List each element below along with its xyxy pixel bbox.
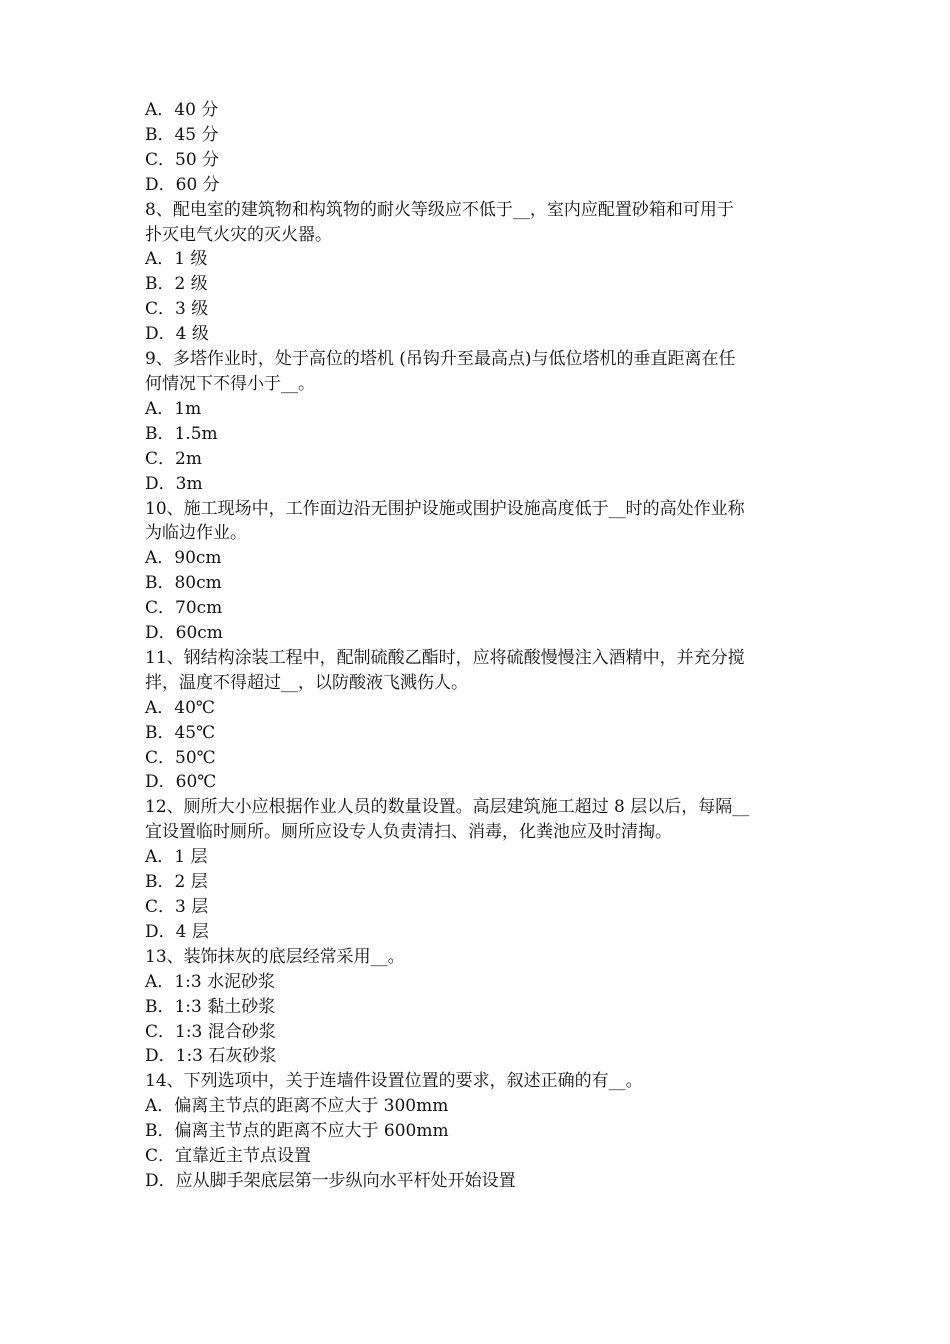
- option-line: C．2m: [145, 448, 202, 469]
- option-line: B．80cm: [145, 573, 222, 594]
- question-8-line-2: 扑灭电气火灾的灭火器。: [145, 224, 332, 245]
- option-line: A．40 分: [145, 100, 219, 120]
- option-line: D．应从脚手架底层第一步纵向水平杆处开始设置: [145, 1170, 516, 1191]
- question-12-line-1: 12、厕所大小应根据作业人员的数量设置。高层建筑施工超过 8 层以后，每隔__: [145, 797, 750, 818]
- question-14-line-1: 14、下列选项中，关于连墙件设置位置的要求，叙述正确的有__。: [145, 1071, 643, 1092]
- option-line: D．60cm: [145, 623, 223, 644]
- option-line: B．45 分: [145, 124, 219, 145]
- question-8-line-1: 8、配电室的建筑物和构筑物的耐火等级应不低于__，室内应配置砂箱和可用于: [145, 199, 734, 220]
- question-13-line-1: 13、装饰抹灰的底层经常采用__。: [145, 946, 405, 967]
- question-10-line-1: 10、施工现场中，工作面边沿无围护设施或围护设施高度低于__时的高处作业称: [145, 498, 745, 519]
- question-9-line-2: 何情况下不得小于__。: [145, 373, 315, 394]
- option-line: C．50 分: [145, 149, 220, 170]
- option-line: C．50℃: [145, 747, 216, 768]
- option-line: A．偏离主节点的距离不应大于 300mm: [145, 1096, 449, 1117]
- option-line: B．1.5m: [145, 423, 218, 444]
- document-page: [145, 98, 825, 1194]
- question-10-line-2: 为临边作业。: [145, 523, 247, 544]
- option-line: C．70cm: [145, 598, 223, 619]
- option-line: B．45℃: [145, 722, 216, 743]
- option-line: C．3 级: [145, 299, 209, 320]
- option-line: A．90cm: [145, 548, 222, 569]
- option-line: C．宜靠近主节点设置: [145, 1146, 312, 1167]
- question-9-line-1: 9、多塔作业时，处于高位的塔机 (吊钩升至最高点)与低位塔机的垂直距离在任: [145, 349, 736, 370]
- option-line: C．1:3 混合砂浆: [145, 1021, 276, 1042]
- option-line: B．偏离主节点的距离不应大于 600mm: [145, 1121, 449, 1142]
- option-line: A．40℃: [145, 697, 215, 718]
- option-line: B．1:3 黏土砂浆: [145, 996, 276, 1017]
- option-line: C．3 层: [145, 897, 209, 917]
- question-12-line-2: 宜设置临时厕所。厕所应设专人负责清扫、消毒，化粪池应及时清掏。: [145, 822, 672, 843]
- option-line: D．1:3 石灰砂浆: [145, 1046, 277, 1067]
- option-line: A．1 级: [145, 249, 208, 270]
- question-11-line-2: 拌，温度不得超过__，以防酸液飞溅伤人。: [145, 672, 468, 693]
- option-line: D．4 级: [145, 324, 209, 345]
- option-line: D．60℃: [145, 772, 217, 793]
- option-line: A．1 层: [145, 847, 208, 868]
- option-line: D．60 分: [145, 174, 220, 195]
- option-line: B．2 级: [145, 274, 208, 295]
- option-line: B．2 层: [145, 872, 208, 893]
- option-line: A．1m: [145, 398, 202, 419]
- question-11-line-1: 11、钢结构涂装工程中，配制硫酸乙酯时，应将硫酸慢慢注入酒精中，并充分搅: [145, 647, 745, 668]
- option-line: A．1:3 水泥砂浆: [145, 971, 276, 992]
- option-line: D．3m: [145, 473, 203, 494]
- option-line: D．4 层: [145, 921, 209, 942]
